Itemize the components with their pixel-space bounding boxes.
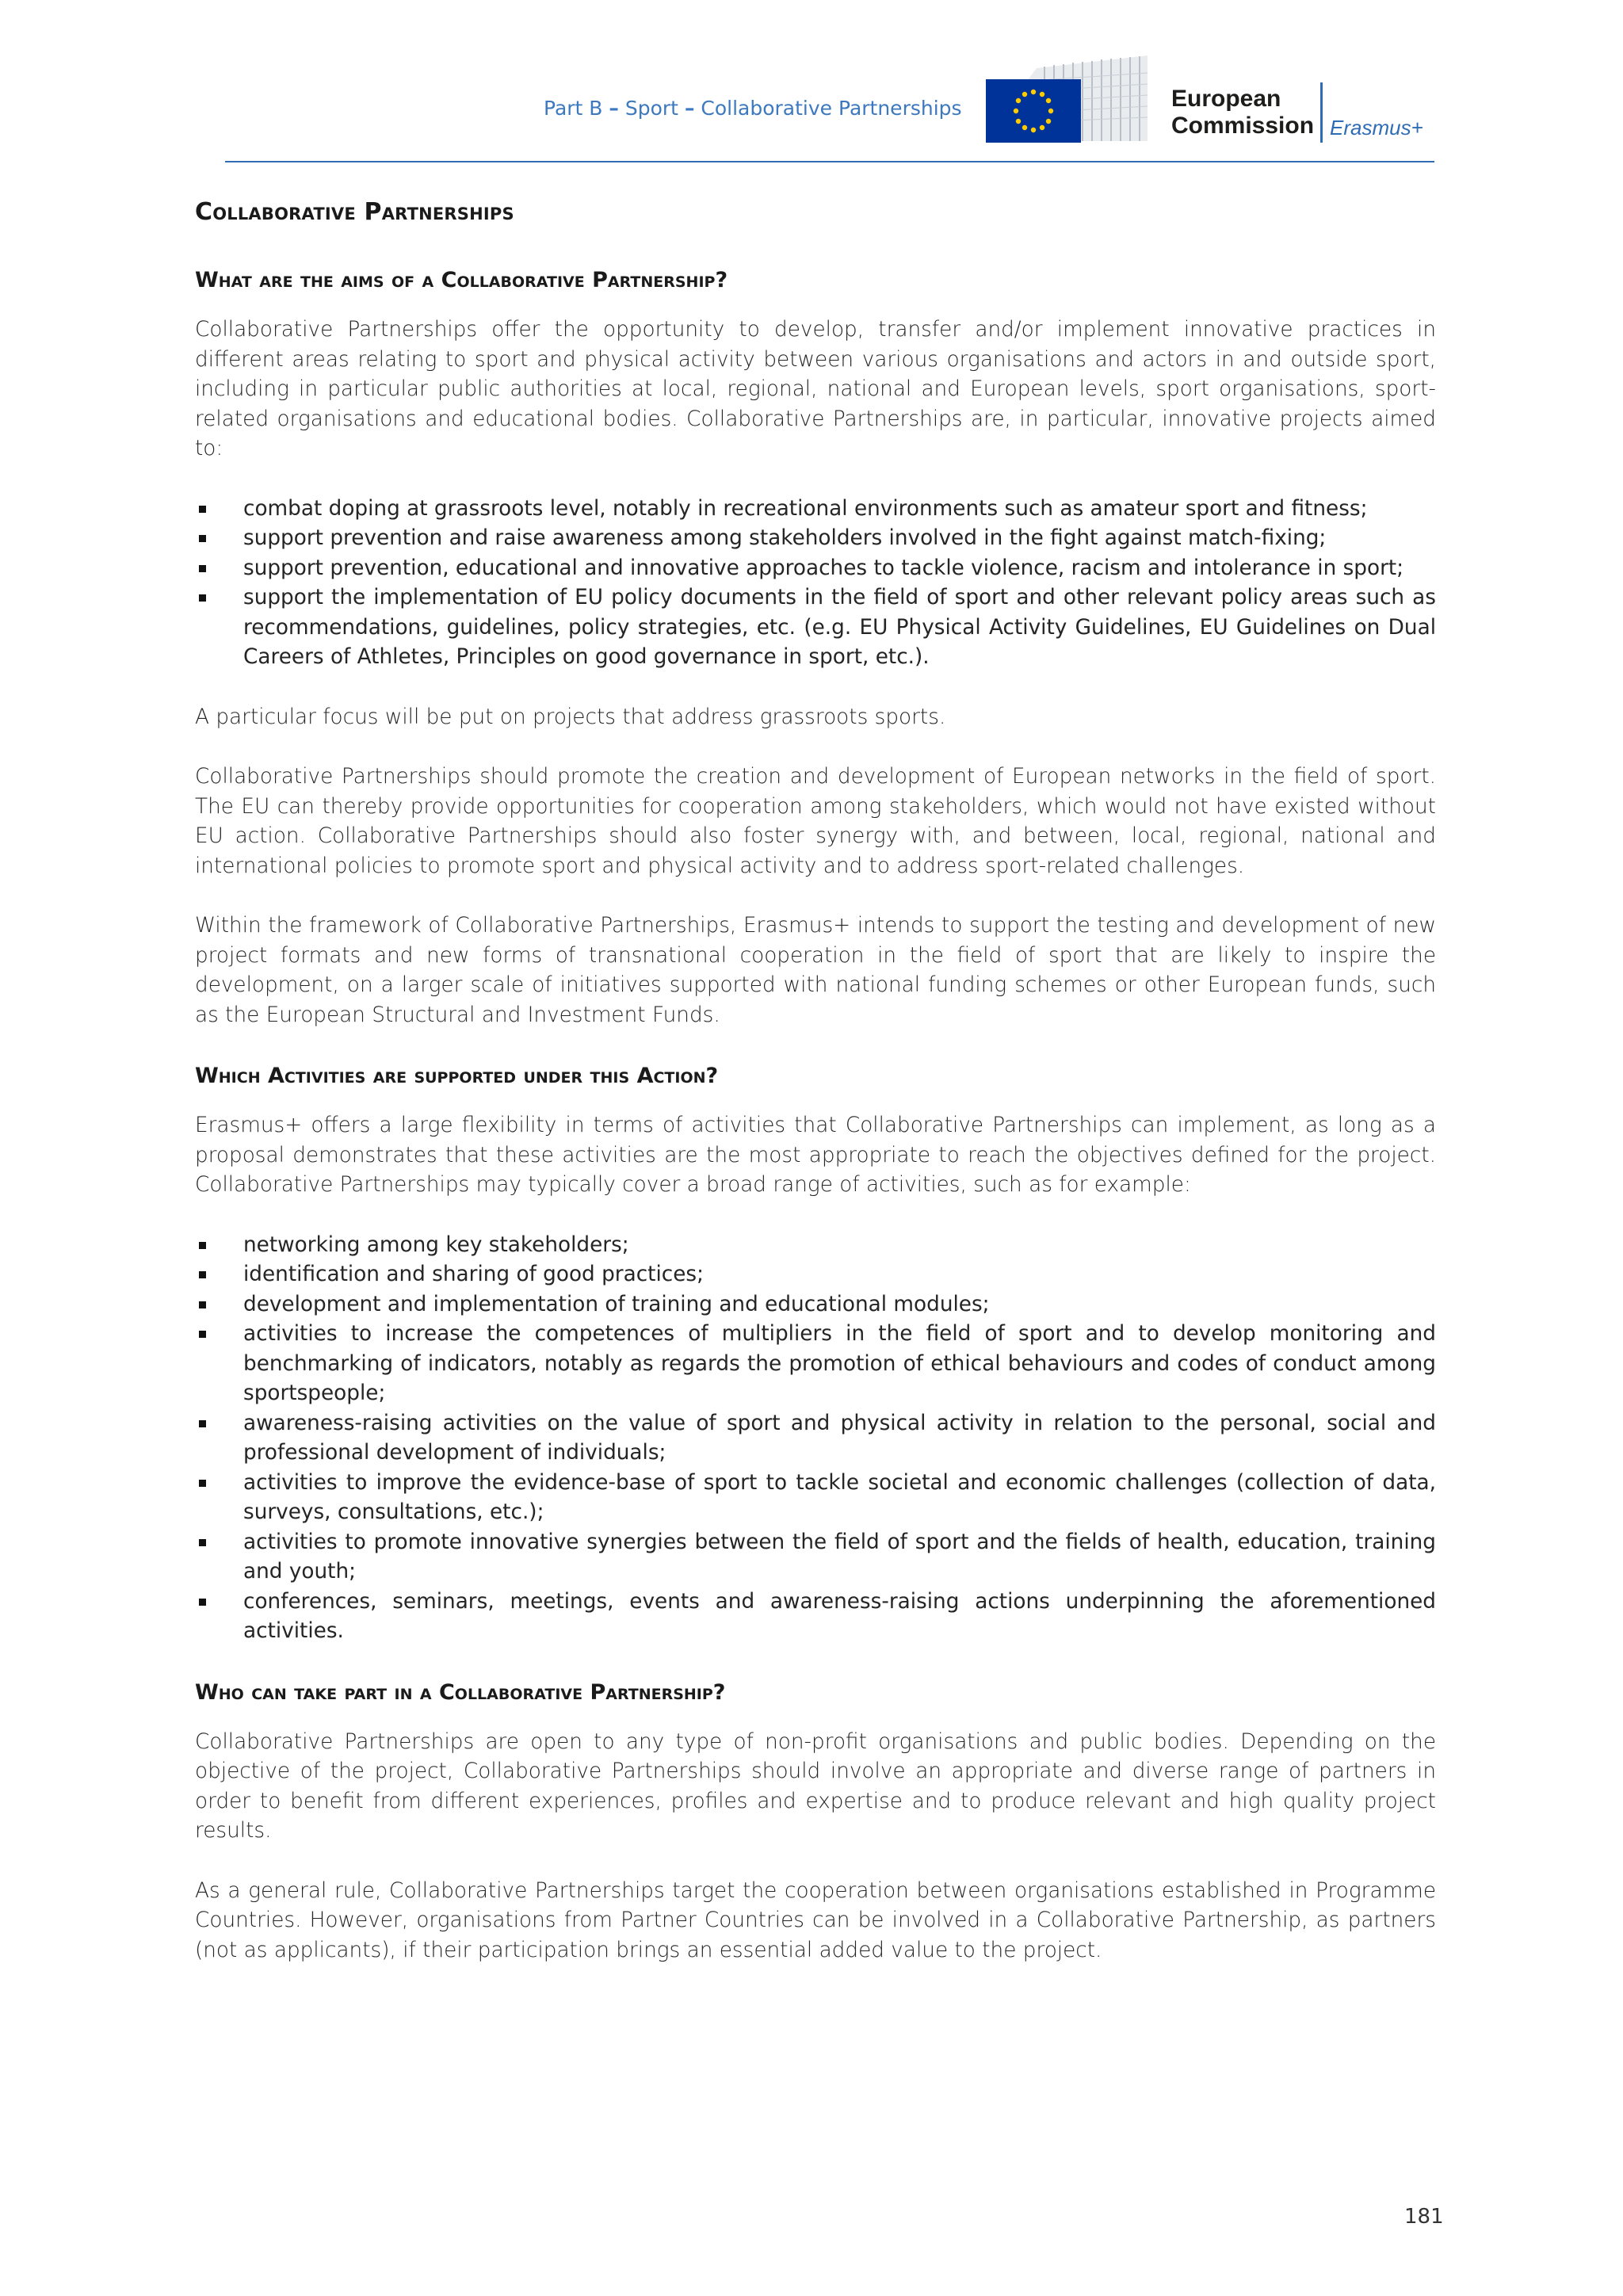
paragraph: Collaborative Partnerships offer the opportunity to develop, transfer and/or implement innovative practices in different areas relating to sport and physical activity between various organisations and actors in and outside sport, including in particular public authorities at local, regional, national and European levels, sport organisations, sport-related organisations and educational bodies. Collaborative Partnerships are, in particular, innovative projects aimed to: [195, 318, 1436, 460]
logo-divider [1320, 82, 1323, 143]
list-item: networking among key stakeholders; [195, 1231, 1436, 1261]
section-heading: Which Activities are supported under this Action? [195, 1064, 719, 1088]
paragraph: Erasmus+ offers a large flexibility in terms of activities that Collaborative Partnerships can implement, as long as a proposal demonstrates that these activities are the most appropriate to reach the objectives defined for the project. Collaborative Partnerships may typically cover a broad range of activities, such as for example: [195, 1114, 1436, 1197]
section-heading: Who can take part in a Collaborative Partnership? [195, 1679, 726, 1705]
section-heading: What are the aims of a Collaborative Partnership? [195, 268, 728, 292]
logo-text-european: European [1171, 86, 1281, 112]
list-item: support the implementation of EU policy documents in the field of sport and other relevant policy areas such as recommendations, guidelines, policy strategies, etc. (e.g. EU Physical Activity Guidelines, EU Guidelines on Dual Careers of Athletes, Principles on good governance in sport, etc.). [195, 583, 1436, 673]
page-header [0, 0, 1623, 166]
breadcrumb-section: Collaborative Partnerships [701, 97, 962, 120]
header-divider [225, 161, 1434, 162]
document-body [195, 190, 1436, 1966]
breadcrumb [544, 97, 962, 120]
list-item: activities to increase the competences of multipliers in the field of sport and to develop monitoring and benchmarking of indicators, notably as regards the promotion of ethical behaviours and codes of conduct among sportspeople; [195, 1320, 1436, 1409]
list-item: conferences, seminars, meetings, events and awareness-raising actions underpinning the aforementioned activities. [195, 1587, 1436, 1647]
breadcrumb-separator: – [684, 97, 695, 120]
paragraph: As a general rule, Collaborative Partnerships target the cooperation between organisations established in Programme Countries. However, organisations from Partner Countries can be involved in a Collaborative Partnership, as partners (not as applicants), if their participation brings an essential added value to the project. [195, 1878, 1436, 1962]
eu-flag-icon [986, 79, 1081, 143]
list-item: activities to promote innovative synergies between the field of sport and the fields of health, education, training and youth; [195, 1528, 1436, 1587]
breadcrumb-part: Part B [544, 97, 603, 120]
paragraph: Collaborative Partnerships should promote the creation and development of European networks in the field of sport. The EU can thereby provide opportunities for cooperation among stakeholders, which would not have existed without EU action. Collaborative Partnerships should also foster synergy with, and between, local, regional, national and international policies to promote sport and physical activity and to address sport-related challenges. [195, 765, 1436, 878]
list-item: identification and sharing of good practices; [195, 1260, 1436, 1290]
page-title: Collaborative Partnerships [195, 198, 514, 226]
paragraph: Within the framework of Collaborative Partnerships, Erasmus+ intends to support the testing and development of new project formats and new forms of transnational cooperation in the field of sport that are likely to inspire the development, on a larger scale of initiatives supported with national funding schemes or other European funds, such as the European Structural and Investment Funds. [195, 914, 1436, 1027]
breadcrumb-separator: – [609, 97, 619, 120]
list-item: support prevention and raise awareness among stakeholders involved in the fight against match-fixing; [195, 524, 1436, 554]
list-item: development and implementation of training and educational modules; [195, 1290, 1436, 1320]
section-participants [195, 1677, 1436, 1966]
bullet-list [195, 495, 1436, 673]
bullet-list [195, 1231, 1436, 1647]
paragraph: Collaborative Partnerships are open to any type of non-profit organisations and public bodies. Depending on the objective of the project, Collaborative Partnerships should involve an appropriate and diverse range of partners in order to benefit from different experiences, profiles and expertise and to produce relevant and high quality project results. [195, 1729, 1436, 1843]
list-item: awareness-raising activities on the value of sport and physical activity in relation to the personal, social and professional development of individuals; [195, 1409, 1436, 1469]
section-activities [195, 1060, 1436, 1647]
breadcrumb-sport: Sport [624, 97, 678, 120]
list-item: combat doping at grassroots level, notably in recreational environments such as amateur sport and fitness; [195, 495, 1436, 525]
european-commission-logo [981, 48, 1441, 151]
erasmus-plus-logo-text: Erasmus+ [1330, 116, 1423, 139]
list-item: support prevention, educational and innovative approaches to tackle violence, racism and intolerance in sport; [195, 554, 1436, 584]
logo-text-commission: Commission [1171, 113, 1315, 139]
list-item: activities to improve the evidence-base of sport to tackle societal and economic challenges (collection of data, surveys, consultations, etc.); [195, 1469, 1436, 1528]
paragraph: A particular focus will be put on projects that address grassroots sports. [195, 705, 946, 729]
section-aims [195, 265, 1436, 1030]
page-number: 181 [1404, 2205, 1444, 2229]
